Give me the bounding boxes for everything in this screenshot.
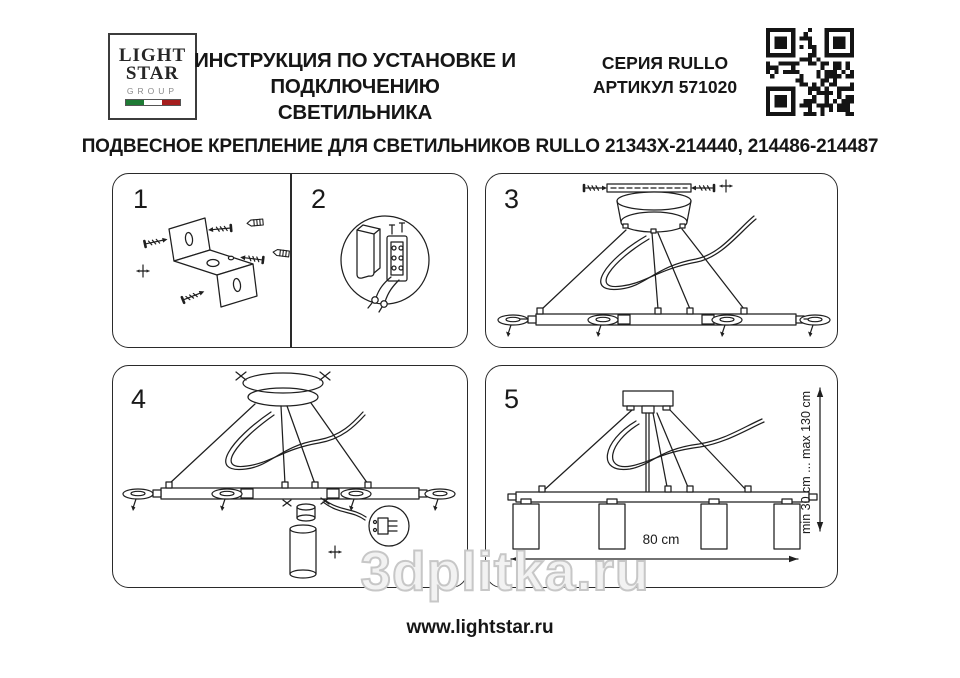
step-3-diagram-suspension bbox=[486, 174, 836, 346]
flag-white-stripe bbox=[144, 100, 162, 105]
subtitle: ПОДВЕСНОЕ КРЕПЛЕНИЕ ДЛЯ СВЕТИЛЬНИКОВ RULLO 21343X-214440, 214486-214487 bbox=[81, 136, 879, 157]
width-dimension-label: 80 cm bbox=[642, 532, 680, 547]
product-series: СЕРИЯ RULLO bbox=[601, 53, 729, 73]
product-article: АРТИКУЛ 571020 bbox=[592, 77, 738, 97]
panel-step-3 bbox=[485, 173, 838, 348]
page-title-line2: ПОДКЛЮЧЕНИЮ СВЕТИЛЬНИКА bbox=[270, 75, 440, 124]
height-dimension-label: min 30 cm ... max 130 cm bbox=[799, 390, 813, 534]
step-1-number: 1 bbox=[133, 184, 149, 214]
step-4-diagram-shade-mounting bbox=[113, 366, 466, 586]
logo-text-group: GROUP bbox=[126, 86, 179, 96]
panel-step-4 bbox=[112, 365, 468, 588]
flag-red-stripe bbox=[162, 100, 180, 105]
page-title bbox=[192, 48, 518, 126]
step-2-number: 2 bbox=[311, 184, 327, 214]
logo-text-light: LIGHT bbox=[118, 45, 187, 66]
logo-text-star: STAR bbox=[125, 63, 180, 84]
panel-steps-1-2 bbox=[112, 173, 468, 348]
step-5-diagram-final-dimensions bbox=[486, 366, 836, 586]
step-3-number: 3 bbox=[504, 184, 520, 214]
footer-url: www.lightstar.ru bbox=[406, 617, 554, 638]
product-info bbox=[570, 51, 760, 99]
lightstar-logo bbox=[108, 33, 197, 120]
watermark: 3dplitka.ru bbox=[360, 540, 650, 602]
qr-code bbox=[766, 28, 854, 116]
step-4-number: 4 bbox=[131, 384, 147, 414]
flag-green-stripe bbox=[126, 100, 144, 105]
step-5-number: 5 bbox=[504, 384, 520, 414]
logo-italian-flag bbox=[125, 99, 181, 106]
page-title-line1: ИНСТРУКЦИЯ ПО УСТАНОВКЕ И bbox=[194, 49, 516, 72]
panel-step-5 bbox=[485, 365, 838, 588]
